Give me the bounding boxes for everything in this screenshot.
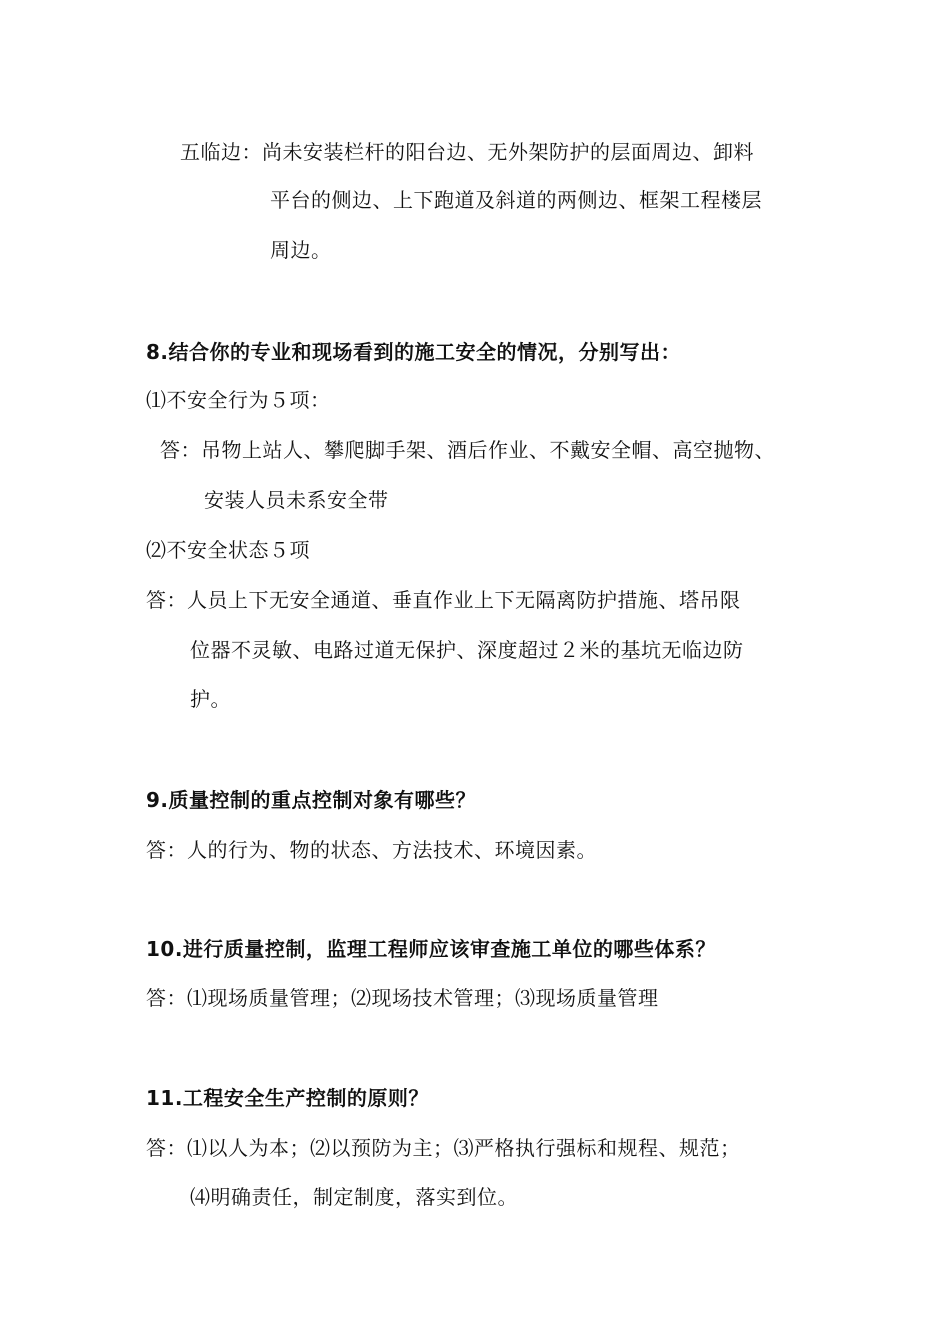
q8-part2-label: ⑵不安全状态５项 — [146, 538, 310, 562]
q8-part2-answer-line-2: 位器不灵敏、电路过道无保护、深度超过２米的基坑无临边防 — [190, 638, 744, 662]
q8-part1-answer-line-2: 安装人员未系安全带 — [204, 488, 389, 512]
item5-line-2: 平台的侧边、上下跑道及斜道的两侧边、框架工程楼层 — [270, 188, 762, 212]
q8-part1-label: ⑴不安全行为５项： — [146, 388, 331, 412]
q8-part2-answer-line-1: 答：人员上下无安全通道、垂直作业上下无隔离防护措施、塔吊限 — [146, 588, 741, 612]
item5-line-1: 五临边：尚未安装栏杆的阳台边、无外架防护的层面周边、卸料 — [180, 140, 754, 164]
q11-answer-line-1: 答：⑴以人为本；⑵以预防为主；⑶严格执行强标和规程、规范； — [146, 1136, 741, 1160]
q11-title: 11.工程安全生产控制的原则？ — [146, 1086, 429, 1110]
q10-answer: 答：⑴现场质量管理；⑵现场技术管理；⑶现场质量管理 — [146, 986, 659, 1010]
item5-line-3: 周边。 — [270, 238, 332, 262]
q10-title: 10.进行质量控制，监理工程师应该审查施工单位的哪些体系？ — [146, 937, 716, 961]
q8-title: 8.结合你的专业和现场看到的施工安全的情况，分别写出： — [146, 340, 682, 364]
q11-answer-line-2: ⑷明确责任，制定制度，落实到位。 — [190, 1185, 518, 1209]
q9-title: 9.质量控制的重点控制对象有哪些？ — [146, 788, 477, 812]
q9-answer: 答：人的行为、物的状态、方法技术、环境因素。 — [146, 838, 597, 862]
q8-part1-answer-line-1: 答：吊物上站人、攀爬脚手架、酒后作业、不戴安全帽、高空抛物、 — [160, 438, 775, 462]
q8-part2-answer-line-3: 护。 — [190, 687, 231, 711]
